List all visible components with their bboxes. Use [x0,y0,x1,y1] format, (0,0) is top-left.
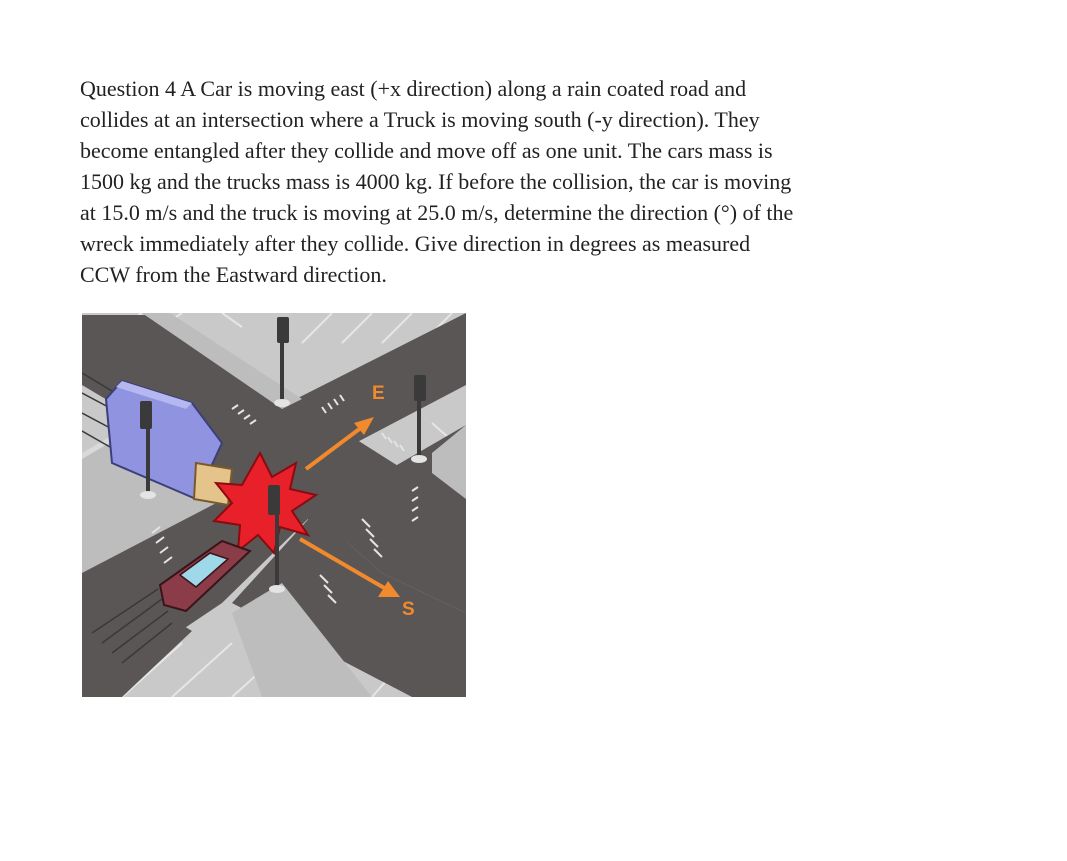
intersection-illustration [82,313,466,697]
south-label: S [402,599,415,620]
east-label: E [372,383,385,404]
question-text: Question 4 A Car is moving east (+x direction) along a rain coated road and collides at an intersection where a Truck is moving south (-y direction). They become entangled after they collide and move off as one unit. The cars mass is 1500 kg and the trucks mass is 4000 kg. If before the collision, the car is moving at 15.0 m/s and the truck is moving at 25.0 m/s, determine the direction (°) of the wreck immediately after they collide. Give direction in degrees as measured CCW from the Eastward direction. [80,76,794,287]
